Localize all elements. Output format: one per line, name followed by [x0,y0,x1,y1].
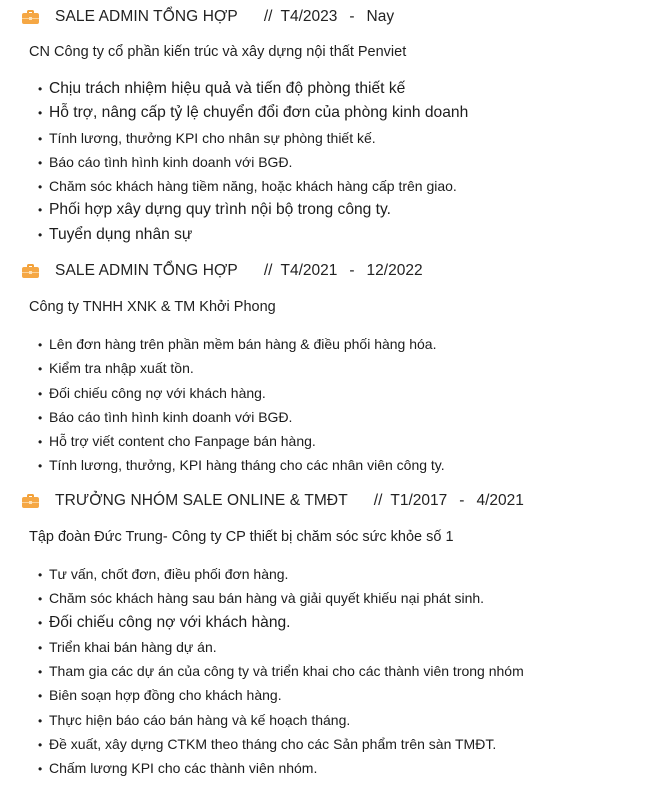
bullet: • [38,82,43,96]
bullet: • [38,386,43,401]
bullet: • [38,131,43,146]
duty-item: • Chăm sóc khách hàng tiềm năng, hoặc khách hàng cấp trên giao. [38,174,468,198]
duty-item: • Thực hiện báo cáo bán hàng và kế hoạch tháng. [38,708,524,732]
duty-item: • Tính lương, thưởng KPI cho nhân sự phòng thiết kế. [38,126,468,150]
period-dash: - [459,492,465,509]
bullet: • [38,640,43,655]
duty-item: • Chăm sóc khách hàng sau bán hàng và giải quyết khiếu nại phát sinh. [38,586,524,610]
period-end: 4/2021 [476,492,524,509]
job-header [22,6,394,28]
bullet: • [38,338,43,352]
bullet: • [38,568,43,582]
duty-item: • Tư vấn, chốt đơn, điều phối đơn hàng. [38,562,524,586]
period-dash: - [349,262,355,279]
duty-item: • Báo cáo tình hình kinh doanh với BGĐ. [38,405,445,429]
period-end: Nay [366,8,395,25]
briefcase-icon [22,264,39,278]
separator: // [263,262,273,279]
job-title: SALE ADMIN TỔNG HỢP [55,8,238,25]
duty-item: • Chấm lương KPI cho các thành viên nhóm. [38,756,524,780]
duty-item: • Tuyển dụng nhân sự [38,223,468,247]
bullet: • [38,106,43,121]
duty-item: • Triển khai bán hàng dự án. [38,635,524,659]
period-start: T1/2017 [390,492,448,509]
period-start: T4/2021 [280,262,338,279]
duty-item: • Đối chiếu công nợ với khách hàng. [38,611,524,635]
duty-item: • Phối hợp xây dựng quy trình nội bộ trong công ty. [38,198,468,222]
bullet: • [38,180,43,195]
bullet: • [38,592,43,607]
duty-item: • Chịu trách nhiệm hiệu quả và tiến độ phòng thiết kế [38,77,468,101]
bullet: • [38,665,43,680]
separator: // [263,8,273,25]
bullet: • [38,410,43,425]
bullet: • [38,615,43,630]
duty-item: • Kiểm tra nhập xuất tồn. [38,356,445,380]
briefcase-icon [22,494,39,508]
duty-list [38,77,468,247]
period-end: 12/2022 [366,262,423,279]
company-name: Công ty TNHH XNK & TM Khởi Phong [29,299,276,315]
duty-item: • Biên soạn hợp đồng cho khách hàng. [38,683,524,707]
duty-list [38,562,524,781]
duty-list [38,332,445,478]
separator: // [373,492,383,509]
bullet: • [38,362,43,377]
duty-item: • Tính lương, thưởng, KPI hàng tháng cho các nhân viên công ty. [38,453,445,477]
bullet: • [38,155,43,170]
bullet: • [38,227,43,242]
bullet: • [38,203,43,218]
duty-item: • Đề xuất, xây dựng CTKM theo tháng cho các Sản phẩm trên sàn TMĐT. [38,732,524,756]
bullet: • [38,738,43,753]
duty-item: • Hỗ trợ, nâng cấp tỷ lệ chuyển đổi đơn của phòng kinh doanh [38,101,468,125]
job-header [22,490,524,512]
job-title: TRƯỞNG NHÓM SALE ONLINE & TMĐT [55,492,348,509]
bullet: • [38,459,43,474]
bullet: • [38,435,43,450]
duty-item: • Hỗ trợ viết content cho Fanpage bán hàng. [38,429,445,453]
bullet: • [38,762,43,777]
company-name: Tập đoàn Đức Trung- Công ty CP thiết bị chăm sóc sức khỏe số 1 [29,529,454,545]
duty-item: • Đối chiếu công nợ với khách hàng. [38,381,445,405]
bullet: • [38,689,43,704]
duty-item: • Lên đơn hàng trên phần mềm bán hàng & điều phối hàng hóa. [38,332,445,356]
bullet: • [38,713,43,728]
duty-item: • Tham gia các dự án của công ty và triển khai cho các thành viên trong nhóm [38,659,524,683]
duty-item: • Báo cáo tình hình kinh doanh với BGĐ. [38,150,468,174]
job-header [22,260,423,282]
period-start: T4/2023 [280,8,338,25]
company-name: CN Công ty cổ phần kiến trúc và xây dựng nội thất Penviet [29,44,407,60]
period-dash: - [349,8,355,25]
job-title: SALE ADMIN TỔNG HỢP [55,262,238,279]
briefcase-icon [22,10,39,24]
